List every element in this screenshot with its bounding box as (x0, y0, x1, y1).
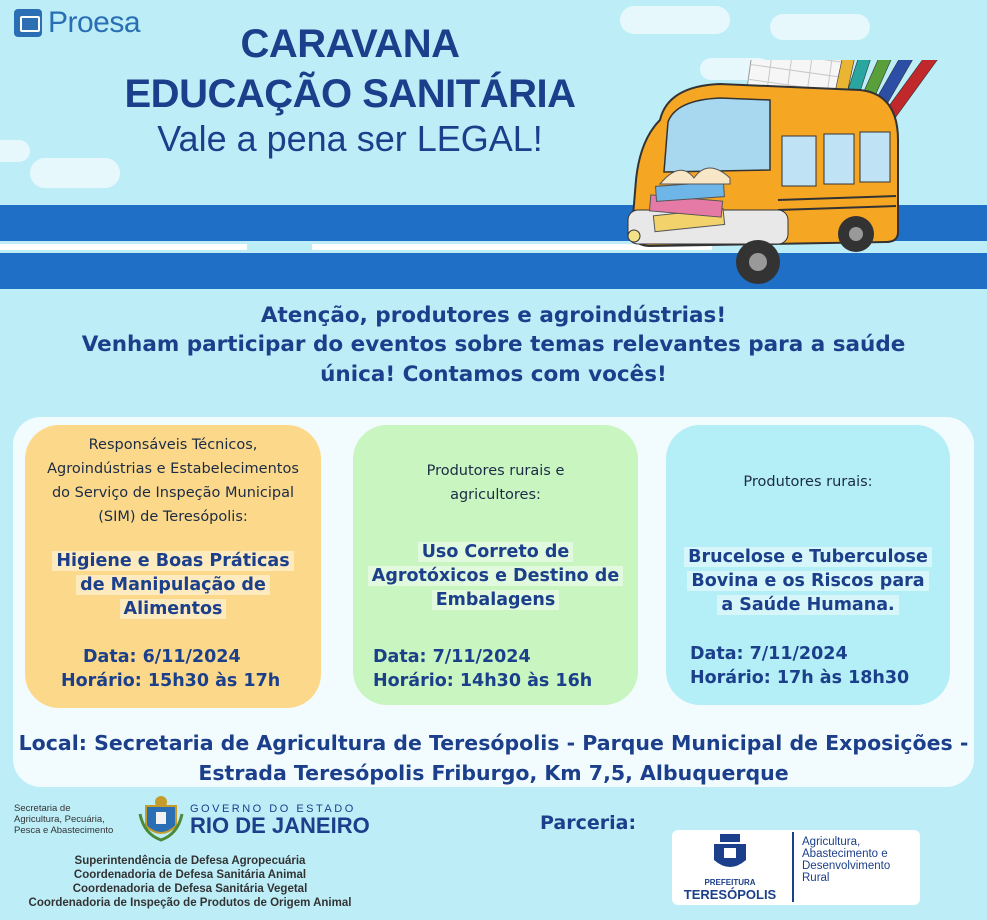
partner-dept-line: Desenvolvimento (802, 860, 891, 872)
gov-big-text: RIO DE JANEIRO (190, 813, 370, 838)
topic-line: Bovina e os Riscos para (687, 571, 928, 591)
partner-dept (802, 836, 890, 884)
cloud-decoration (30, 158, 120, 188)
road-dash (0, 244, 247, 250)
card2-date: Data: 7/11/2024 (373, 647, 531, 667)
partner-logo-box (672, 830, 920, 905)
card3-time: Horário: 17h às 18h30 (690, 668, 910, 688)
card1-time: Horário: 15h30 às 17h (61, 671, 281, 691)
intro-line3: única! Contamos com vocês! (320, 362, 667, 387)
card3-audience (666, 470, 950, 494)
location-line2: Estrada Teresópolis Friburgo, Km 7,5, Albuquerque (198, 761, 789, 785)
teresopolis-crest-icon (708, 832, 752, 876)
prefeitura-small: PREFEITURA (704, 878, 756, 887)
intro-line1: Atenção, produtores e agroindústrias! (260, 303, 727, 328)
event-card-2 (353, 425, 638, 705)
title-line2: EDUCAÇÃO SANITÁRIA (124, 72, 576, 116)
title-line1: CARAVANA (240, 22, 460, 66)
gov-small-text: GOVERNO DO ESTADO (190, 803, 356, 815)
topic-line: Uso Correto de (418, 542, 574, 562)
topic-line: de Manipulação de (76, 575, 270, 595)
topic-line: Embalagens (432, 590, 560, 610)
card3-date: Data: 7/11/2024 (690, 644, 848, 664)
divider (792, 832, 794, 902)
audience-line: Produtores rurais e (426, 463, 565, 479)
parceria-label: Parceria: (540, 812, 637, 834)
secretaria-label (14, 803, 113, 836)
secretaria-line: Agricultura, Pecuária, (14, 814, 105, 825)
audience-line: agricultores: (450, 487, 541, 503)
rio-coat-of-arms-icon (138, 790, 184, 844)
intro-line2: Venham participar do eventos sobre temas relevantes para a saúde (81, 332, 906, 357)
coordenadoria-line: Coordenadoria de Defesa Sanitária Animal (73, 869, 307, 881)
partner-dept-line: Agricultura, (802, 836, 861, 848)
coordenadoria-line: Superintendência de Defesa Agropecuária (74, 855, 306, 867)
card2-topic (357, 540, 634, 612)
topic-line: Agrotóxicos e Destino de (368, 566, 623, 586)
audience-line: Agroindústrias e Estabelecimentos (47, 461, 299, 477)
topic-line: Higiene e Boas Práticas (52, 551, 293, 571)
coordenadoria-line: Coordenadoria de Inspeção de Produtos de Origem Animal (28, 897, 352, 909)
cloud-decoration (770, 14, 870, 40)
audience-line: do Serviço de Inspeção Municipal (51, 485, 295, 501)
card1-audience (25, 433, 321, 529)
audience-line: (SIM) de Teresópolis: (98, 509, 248, 525)
prefeitura-big: TERESÓPOLIS (683, 887, 777, 902)
secretaria-line: Secretaria de (14, 803, 71, 814)
coordenadoria-line: Coordenadoria de Defesa Sanitária Vegetal (72, 883, 308, 895)
card1-topic (35, 549, 311, 621)
school-bus-illustration (620, 60, 960, 290)
partner-dept-line: Abastecimento e (802, 848, 888, 860)
audience-line: Produtores rurais: (743, 474, 873, 490)
logo-text: Proesa (48, 6, 141, 39)
secretaria-line: Pesca e Abastecimento (14, 825, 114, 836)
topic-line: Alimentos (120, 599, 227, 619)
subtitle: Vale a pena ser LEGAL! (157, 118, 543, 159)
card1-date: Data: 6/11/2024 (83, 647, 241, 667)
event-card-3 (666, 425, 950, 705)
card2-time: Horário: 14h30 às 16h (373, 671, 593, 691)
card3-topic (670, 545, 946, 617)
location-line1: Local: Secretaria de Agricultura de Teresópolis - Parque Municipal de Exposições - (18, 731, 969, 755)
topic-line: Brucelose e Tuberculose (684, 547, 932, 567)
event-card-1 (25, 425, 321, 708)
audience-line: Responsáveis Técnicos, (88, 437, 258, 453)
topic-line: a Saúde Humana. (717, 595, 898, 615)
partner-dept-line: Rural (802, 872, 830, 884)
card2-audience (353, 459, 638, 507)
